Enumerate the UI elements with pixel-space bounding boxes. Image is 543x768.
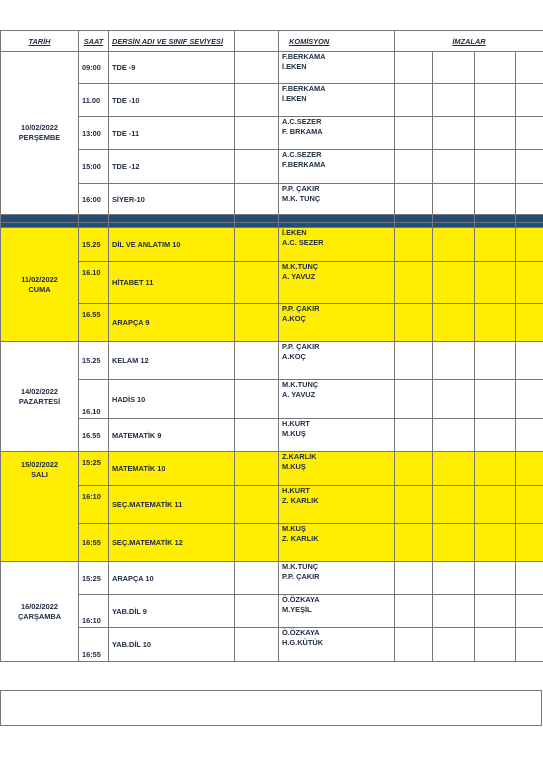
blank-cell <box>235 452 279 486</box>
blank-cell <box>235 117 279 150</box>
commission-member: A. YAVUZ <box>282 272 316 281</box>
commission-member: Ö.ÖZKAYA <box>282 628 320 637</box>
commission-member: P.P. ÇAKIR <box>282 304 320 313</box>
separator-cell <box>516 215 543 223</box>
table-row <box>1 150 543 184</box>
course-cell: MATEMATİK 10 <box>109 452 235 486</box>
signature-cell <box>516 304 543 342</box>
signature-cell <box>395 452 433 486</box>
signature-cell <box>395 628 433 662</box>
signature-cell <box>433 117 475 150</box>
time-cell: 09:00 <box>79 52 109 84</box>
signature-cell <box>475 380 516 419</box>
signature-cell <box>395 117 433 150</box>
commission-member: Z. KARLIK <box>282 496 319 505</box>
table-row <box>1 486 543 524</box>
commission-member: A. YAVUZ <box>282 390 316 399</box>
course-cell: TDE -10 <box>109 84 235 117</box>
commission-cell <box>279 628 395 662</box>
signature-cell <box>475 228 516 262</box>
schedule-body <box>1 52 543 662</box>
blank-cell <box>235 304 279 342</box>
time-cell: 15.25 <box>79 342 109 380</box>
time-cell: 16:55 <box>79 524 109 562</box>
commission-cell <box>279 419 395 452</box>
commission-cell <box>279 595 395 628</box>
commission-member: H.G.KÜTÜK <box>282 638 324 647</box>
time-cell: 16.10 <box>79 380 109 419</box>
commission-member: A.KOÇ <box>282 314 306 323</box>
separator-cell <box>1 215 79 223</box>
blank-cell <box>235 524 279 562</box>
signature-cell <box>433 419 475 452</box>
signature-cell <box>433 150 475 184</box>
commission-cell <box>279 452 395 486</box>
signature-cell <box>475 562 516 595</box>
signature-cell <box>475 628 516 662</box>
commission-member: M.K. TUNÇ <box>282 194 321 203</box>
signature-cell <box>516 380 543 419</box>
separator-row <box>1 215 543 223</box>
signature-cell <box>475 117 516 150</box>
exam-weekday: ÇARŞAMBA <box>17 611 62 621</box>
commission-member: M.K.TUNÇ <box>282 262 319 271</box>
course-cell: YAB.DİL 10 <box>109 628 235 662</box>
blank-cell <box>235 342 279 380</box>
signature-cell <box>516 84 543 117</box>
date-cell <box>1 342 79 452</box>
blank-cell <box>235 228 279 262</box>
table-row <box>1 342 543 380</box>
commission-member: M.KUŞ <box>282 524 306 533</box>
signature-cell <box>475 84 516 117</box>
commission-member: H.KURT <box>282 419 310 428</box>
signature-cell <box>516 117 543 150</box>
commission-member: P.P. ÇAKIR <box>282 572 320 581</box>
course-cell: SİYER-10 <box>109 184 235 215</box>
signature-cell <box>395 84 433 117</box>
signature-cell <box>433 380 475 419</box>
course-cell: ARAPÇA 9 <box>109 304 235 342</box>
time-cell: 13:00 <box>79 117 109 150</box>
blank-cell <box>235 84 279 117</box>
signature-cell <box>395 595 433 628</box>
course-cell: SEÇ.MATEMATİK 12 <box>109 524 235 562</box>
time-cell: 15:25 <box>79 452 109 486</box>
time-cell: 16.10 <box>79 262 109 304</box>
blank-cell <box>235 262 279 304</box>
signature-cell <box>516 452 543 486</box>
table-row <box>1 562 543 595</box>
blank-cell <box>235 486 279 524</box>
commission-member: M.KUŞ <box>282 462 306 471</box>
signature-cell <box>395 262 433 304</box>
commission-member: Z. KARLIK <box>282 534 319 543</box>
header-time: SAAT <box>79 31 109 52</box>
commission-cell <box>279 84 395 117</box>
signature-cell <box>433 52 475 84</box>
signature-cell <box>516 562 543 595</box>
signature-cell <box>475 524 516 562</box>
signature-cell <box>516 52 543 84</box>
signature-cell <box>475 342 516 380</box>
commission-member: F.BERKAMA <box>282 52 326 61</box>
signature-cell <box>395 228 433 262</box>
commission-member: A.KOÇ <box>282 352 306 361</box>
table-row <box>1 228 543 262</box>
commission-cell <box>279 486 395 524</box>
blank-cell <box>235 380 279 419</box>
table-row <box>1 52 543 84</box>
signature-cell <box>395 562 433 595</box>
table-row <box>1 595 543 628</box>
commission-cell <box>279 228 395 262</box>
exam-weekday: CUMA <box>28 284 51 294</box>
signature-cell <box>516 524 543 562</box>
footer-box <box>0 690 542 726</box>
time-cell: 11.00 <box>79 84 109 117</box>
signature-cell <box>395 304 433 342</box>
signature-cell <box>516 419 543 452</box>
table-row <box>1 524 543 562</box>
signature-cell <box>516 595 543 628</box>
commission-member: İ.EKEN <box>282 228 307 237</box>
separator-cell <box>395 215 433 223</box>
commission-member: A.C.SEZER <box>282 150 322 159</box>
exam-date: 11/02/2022 <box>21 274 58 284</box>
table-row <box>1 628 543 662</box>
commission-member: M.KUŞ <box>282 429 306 438</box>
commission-cell <box>279 304 395 342</box>
commission-member: Z.KARLIK <box>282 452 317 461</box>
exam-schedule-table <box>0 30 543 662</box>
signature-cell <box>395 184 433 215</box>
signature-cell <box>395 342 433 380</box>
signature-cell <box>395 380 433 419</box>
signature-cell <box>516 228 543 262</box>
signature-cell <box>433 452 475 486</box>
blank-cell <box>235 150 279 184</box>
commission-member: Ö.ÖZKAYA <box>282 595 320 604</box>
blank-cell <box>235 628 279 662</box>
date-cell <box>1 452 79 562</box>
commission-member: A.C. SEZER <box>282 238 324 247</box>
table-row <box>1 184 543 215</box>
commission-cell <box>279 150 395 184</box>
signature-cell <box>395 486 433 524</box>
blank-cell <box>235 595 279 628</box>
signature-cell <box>475 452 516 486</box>
time-cell: 16:00 <box>79 184 109 215</box>
signature-cell <box>475 304 516 342</box>
commission-member: F.BERKAMA <box>282 84 326 93</box>
commission-member: F. BRKAMA <box>282 127 323 136</box>
header-commission: KOMİSYON <box>279 31 395 52</box>
commission-cell <box>279 524 395 562</box>
separator-cell <box>109 215 235 223</box>
separator-cell <box>279 215 395 223</box>
header-blank <box>235 31 279 52</box>
course-cell: MATEMATİK 9 <box>109 419 235 452</box>
signature-cell <box>433 628 475 662</box>
course-cell: ARAPÇA 10 <box>109 562 235 595</box>
signature-cell <box>475 486 516 524</box>
date-cell <box>1 228 79 342</box>
time-cell: 16:55 <box>79 628 109 662</box>
time-cell: 15:25 <box>79 562 109 595</box>
signature-cell <box>475 419 516 452</box>
header-row <box>1 31 543 52</box>
signature-cell <box>516 150 543 184</box>
signature-cell <box>516 342 543 380</box>
time-cell: 16.55 <box>79 419 109 452</box>
exam-date: 10/02/2022 <box>21 123 58 132</box>
signature-cell <box>433 228 475 262</box>
separator-cell <box>475 215 516 223</box>
signature-cell <box>433 595 475 628</box>
commission-cell <box>279 342 395 380</box>
signature-cell <box>475 52 516 84</box>
course-cell: KELAM 12 <box>109 342 235 380</box>
header-signatures: İMZALAR <box>395 31 543 52</box>
commission-cell <box>279 184 395 215</box>
blank-cell <box>235 52 279 84</box>
commission-member: A.C.SEZER <box>282 117 322 126</box>
commission-member: P.P. ÇAKIR <box>282 342 320 351</box>
commission-cell <box>279 562 395 595</box>
time-cell: 16.55 <box>79 304 109 342</box>
signature-cell <box>475 595 516 628</box>
commission-cell <box>279 262 395 304</box>
table-row <box>1 262 543 304</box>
table-row <box>1 117 543 150</box>
signature-cell <box>433 342 475 380</box>
table-row <box>1 84 543 117</box>
course-cell: SEÇ.MATEMATİK 11 <box>109 486 235 524</box>
course-cell: HADİS 10 <box>109 380 235 419</box>
date-cell <box>1 52 79 215</box>
course-cell: TDE -9 <box>109 52 235 84</box>
date-cell <box>1 562 79 662</box>
signature-cell <box>516 628 543 662</box>
exam-date: 14/02/2022 <box>21 386 58 396</box>
signature-cell <box>516 262 543 304</box>
course-cell: YAB.DİL 9 <box>109 595 235 628</box>
commission-member: H.KURT <box>282 486 310 495</box>
exam-weekday: PAZARTESİ <box>18 396 61 406</box>
time-cell: 16:10 <box>79 595 109 628</box>
course-cell: HİTABET 11 <box>109 262 235 304</box>
time-cell: 15:00 <box>79 150 109 184</box>
exam-weekday: SALI <box>31 470 48 479</box>
signature-cell <box>433 486 475 524</box>
time-cell: 15.25 <box>79 228 109 262</box>
signature-cell <box>433 524 475 562</box>
table-row <box>1 380 543 419</box>
separator-cell <box>79 215 109 223</box>
header-date: TARİH <box>1 31 79 52</box>
commission-cell <box>279 117 395 150</box>
signature-cell <box>395 52 433 84</box>
signature-cell <box>433 84 475 117</box>
commission-cell <box>279 380 395 419</box>
course-cell: DİL VE ANLATIM 10 <box>109 228 235 262</box>
table-row <box>1 419 543 452</box>
header-course: DERSİN ADI VE SINIF SEVİYESİ <box>109 31 235 52</box>
commission-member: F.BERKAMA <box>282 160 326 169</box>
course-cell: TDE -12 <box>109 150 235 184</box>
signature-cell <box>475 262 516 304</box>
commission-member: P.P. ÇAKIR <box>282 184 320 193</box>
commission-member: M.YEŞİL <box>282 605 312 614</box>
signature-cell <box>475 184 516 215</box>
separator-cell <box>433 215 475 223</box>
signature-cell <box>395 419 433 452</box>
exam-weekday: PERŞEMBE <box>18 133 61 142</box>
signature-cell <box>433 184 475 215</box>
signature-cell <box>516 184 543 215</box>
signature-cell <box>516 486 543 524</box>
course-cell: TDE -11 <box>109 117 235 150</box>
table-row <box>1 452 543 486</box>
signature-cell <box>433 262 475 304</box>
commission-cell <box>279 52 395 84</box>
commission-member: M.K.TUNÇ <box>282 380 319 389</box>
exam-date: 15/02/2022 <box>21 460 58 469</box>
time-cell: 16:10 <box>79 486 109 524</box>
signature-cell <box>395 150 433 184</box>
signature-cell <box>475 150 516 184</box>
blank-cell <box>235 562 279 595</box>
commission-member: İ.EKEN <box>282 62 307 71</box>
commission-member: M.K.TUNÇ <box>282 562 319 571</box>
commission-member: İ.EKEN <box>282 94 307 103</box>
blank-cell <box>235 184 279 215</box>
separator-cell <box>235 215 279 223</box>
signature-cell <box>433 562 475 595</box>
table-row <box>1 304 543 342</box>
signature-cell <box>395 524 433 562</box>
signature-cell <box>433 304 475 342</box>
blank-cell <box>235 419 279 452</box>
exam-date: 16/02/2022 <box>21 601 58 611</box>
